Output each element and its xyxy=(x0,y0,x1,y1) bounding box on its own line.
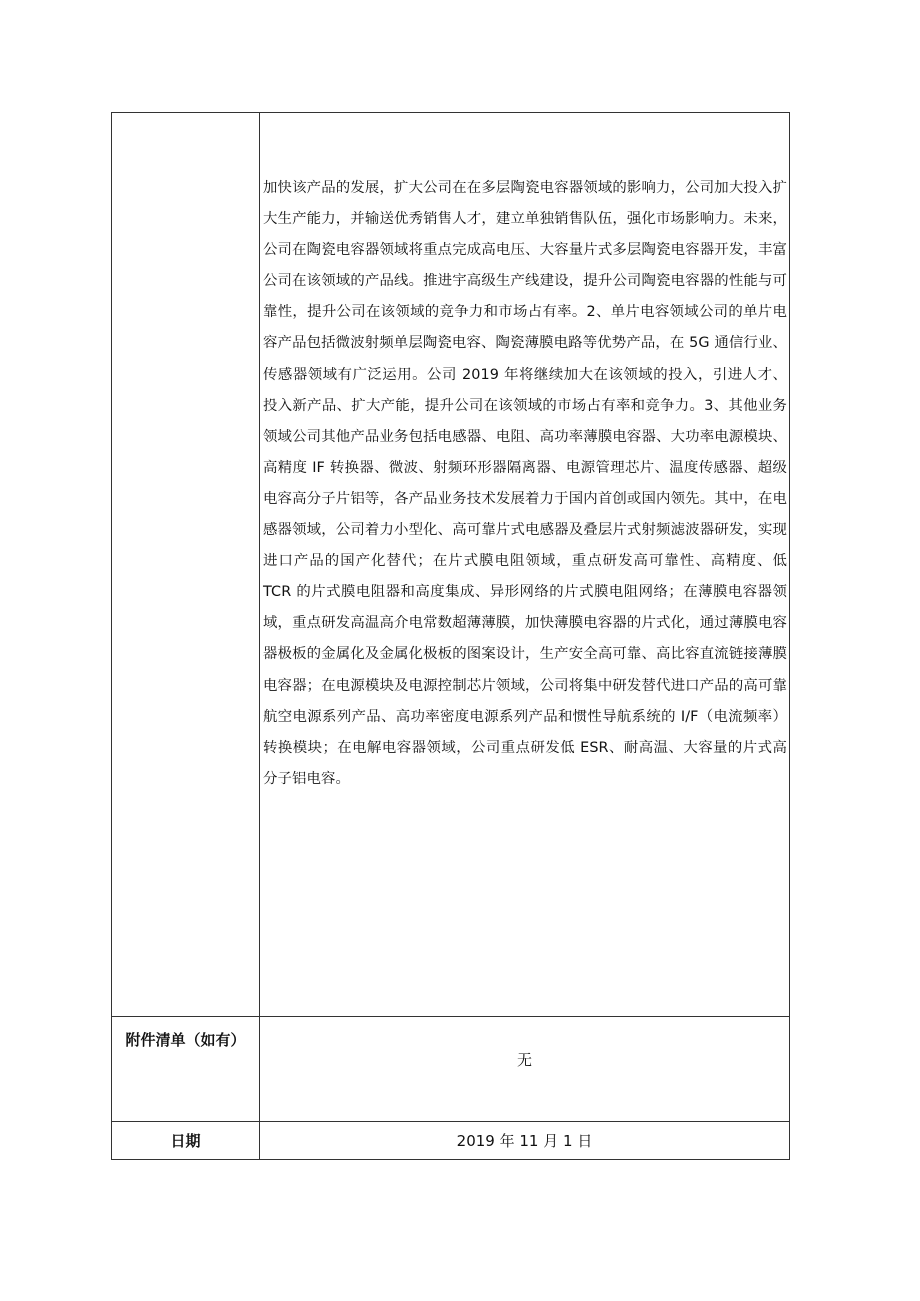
content-row xyxy=(112,113,790,1017)
content-paragraph: 加快该产品的发展，扩大公司在在多层陶瓷电容器领域的影响力，公司加大投入扩大生产能力，并输送优秀销售人才，建立单独销售队伍，强化市场影响力。未来，公司在陶瓷电容器领域将重点完成高电压、大容量片式多层陶瓷电容器开发，丰富公司在该领域的产品线。推进宇高级生产线建设，提升公司陶瓷电容器的性能与可靠性，提升公司在该领域的竞争力和市场占有率。2、单片电容领域公司的单片电容产品包括微波射频单层陶瓷电容、陶瓷薄膜电路等优势产品，在 5G 通信行业、传感器领域有广泛运用。公司 2019 年将继续加大在该领域的投入，引进人才、投入新产品、扩大产能，提升公司在该领域的市场占有率和竞争力。3、其他业务领域公司其他产品业务包括电感器、电阻、高功率薄膜电容器、大功率电源模块、高精度 IF 转换器、微波、射频环形器隔离器、电源管理芯片、温度传感器、超级电容高分子片铝等，各产品业务技术发展着力于国内首创或国内领先。其中，在电感器领域，公司着力小型化、高可靠片式电感器及叠层片式射频滤波器研发，实现进口产品的国产化替代；在片式膜电阻领域，重点研发高可靠性、高精度、低 TCR 的片式膜电阻器和高度集成、异形网络的片式膜电阻网络；在薄膜电容器领域，重点研发高温高介电常数超薄薄膜，加快薄膜电容器的片式化，通过薄膜电容器极板的金属化及金属化极板的图案设计，生产安全高可靠、高比容直流链接薄膜电容器；在电源模块及电源控制芯片领域，公司将集中研发替代进口产品的高可靠航空电源系列产品、高功率密度电源系列产品和惯性导航系统的 I/F（电流频率）转换模块；在电解电容器领域，公司重点研发低 ESR、耐高温、大容量的片式高分子铝电容。 xyxy=(263,180,787,787)
attachments-row xyxy=(112,1017,790,1122)
attachments-label: 附件清单（如有） xyxy=(112,1017,260,1122)
info-table xyxy=(111,112,790,1160)
date-value: 2019 年 11 月 1 日 xyxy=(260,1122,790,1160)
content-cell xyxy=(260,113,790,1017)
date-label: 日期 xyxy=(112,1122,260,1160)
attachments-value: 无 xyxy=(260,1017,790,1122)
date-row xyxy=(112,1122,790,1160)
content-label-cell xyxy=(112,113,260,1017)
